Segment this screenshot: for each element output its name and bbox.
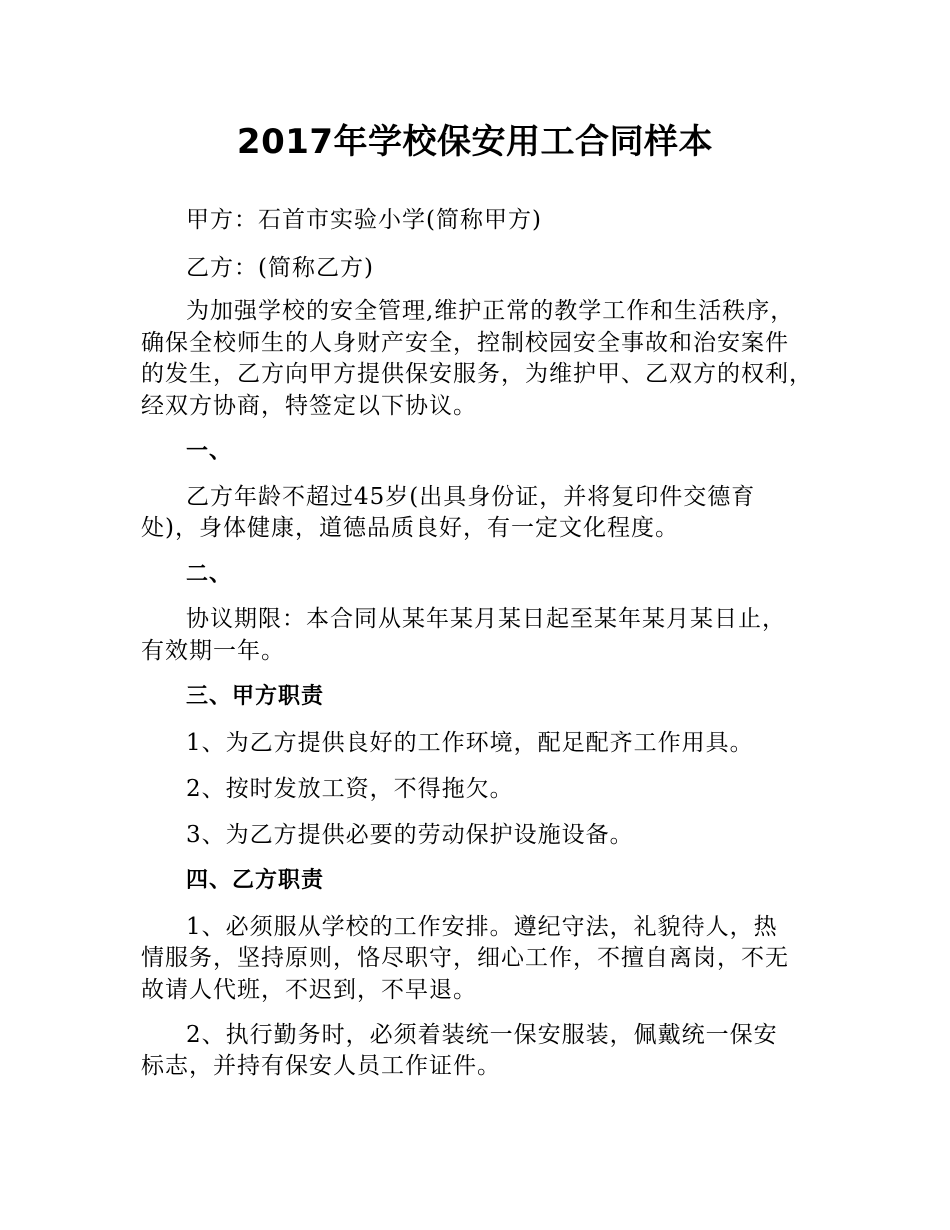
party-a-line: 甲方：石首市实验小学(简称甲方) <box>186 207 542 233</box>
section1-line: 处)，身体健康，道德品质良好，有一定文化程度。 <box>141 515 679 541</box>
section3-item: 1、为乙方提供良好的工作环境，配足配齐工作用具。 <box>186 730 754 756</box>
section-heading-1: 一、 <box>186 439 233 464</box>
section-heading-2: 二、 <box>186 562 233 587</box>
party-b-line: 乙方：(简称乙方) <box>186 255 374 281</box>
section4-item1-line: 1、必须服从学校的工作安排。遵纪守法，礼貌待人，热 <box>186 914 778 940</box>
intro-line: 确保全校师生的人身财产安全，控制校园安全事故和治安案件 <box>141 330 789 356</box>
section-heading-3: 三、甲方职责 <box>186 684 325 709</box>
section4-item1-line: 情服务，坚持原则，恪尽职守，细心工作，不擅自离岗，不无 <box>141 945 789 971</box>
section3-item: 2、按时发放工资，不得拖欠。 <box>186 776 514 802</box>
section3-item: 3、为乙方提供必要的劳动保护设施设备。 <box>186 822 634 848</box>
section1-line: 乙方年龄不超过45岁(出具身份证，并将复印件交德育 <box>186 484 756 510</box>
section4-item1-line: 故请人代班，不迟到，不早退。 <box>141 977 477 1003</box>
section2-line: 协议期限：本合同从某年某月某日起至某年某月某日止， <box>186 606 786 632</box>
document-title: 2017年学校保安用工合同样本 <box>236 122 714 162</box>
section-heading-4: 四、乙方职责 <box>186 868 325 893</box>
intro-line: 为加强学校的安全管理,维护正常的教学工作和生活秩序， <box>186 298 795 324</box>
section4-item2-line: 标志，并持有保安人员工作证件。 <box>141 1053 501 1079</box>
section4-item2-line: 2、执行勤务时，必须着装统一保安服装，佩戴统一保安 <box>186 1022 778 1048</box>
intro-line: 的发生，乙方向甲方提供保安服务，为维护甲、乙双方的权利， <box>141 361 813 387</box>
section2-line: 有效期一年。 <box>141 638 285 664</box>
intro-line: 经双方协商，特签定以下协议。 <box>141 393 477 419</box>
